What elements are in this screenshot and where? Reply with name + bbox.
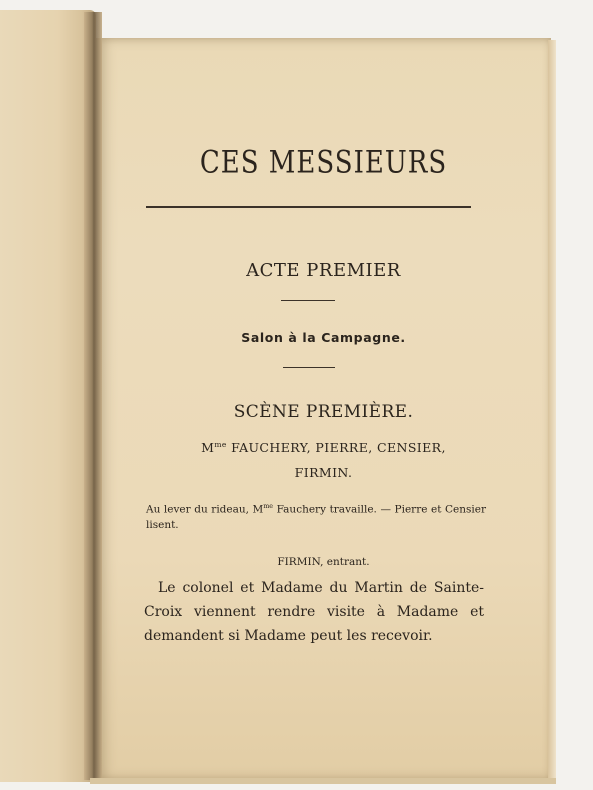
stage-direction	[146, 499, 486, 533]
character-list-line-2: FIRMIN.	[294, 465, 353, 480]
title-rule	[146, 206, 471, 208]
book-title: CES MESSIEURS	[199, 145, 448, 181]
bottom-edge	[90, 778, 556, 784]
setting-line: Salon à la Campagne.	[241, 330, 406, 345]
stage-direction-part-2: Fauchery travaille. — Pierre et Censier lisent.	[146, 503, 487, 531]
scene-heading: SCÈNE PREMIÈRE.	[233, 402, 414, 422]
book-gutter	[84, 12, 102, 780]
act-heading: ACTE PREMIER	[246, 260, 401, 281]
act-rule	[281, 300, 335, 301]
stage-direction-sup: me	[263, 503, 274, 510]
speaker-line: FIRMIN, entrant.	[277, 556, 370, 568]
characters-sup: me	[214, 440, 227, 449]
character-list-line-1	[96, 440, 551, 455]
speech-paragraph: Le colonel et Madame du Martin de Sainte-Croix viennent rendre visite à Madame et demandent si Madame peut les recevoir.	[144, 580, 484, 644]
setting-rule	[283, 367, 335, 368]
left-page	[0, 10, 96, 782]
stage-direction-part-1: Au lever du rideau, M	[146, 503, 264, 516]
characters-rest: FAUCHERY, PIERRE, CENSIER,	[226, 440, 446, 456]
characters-prefix: M	[201, 440, 215, 456]
